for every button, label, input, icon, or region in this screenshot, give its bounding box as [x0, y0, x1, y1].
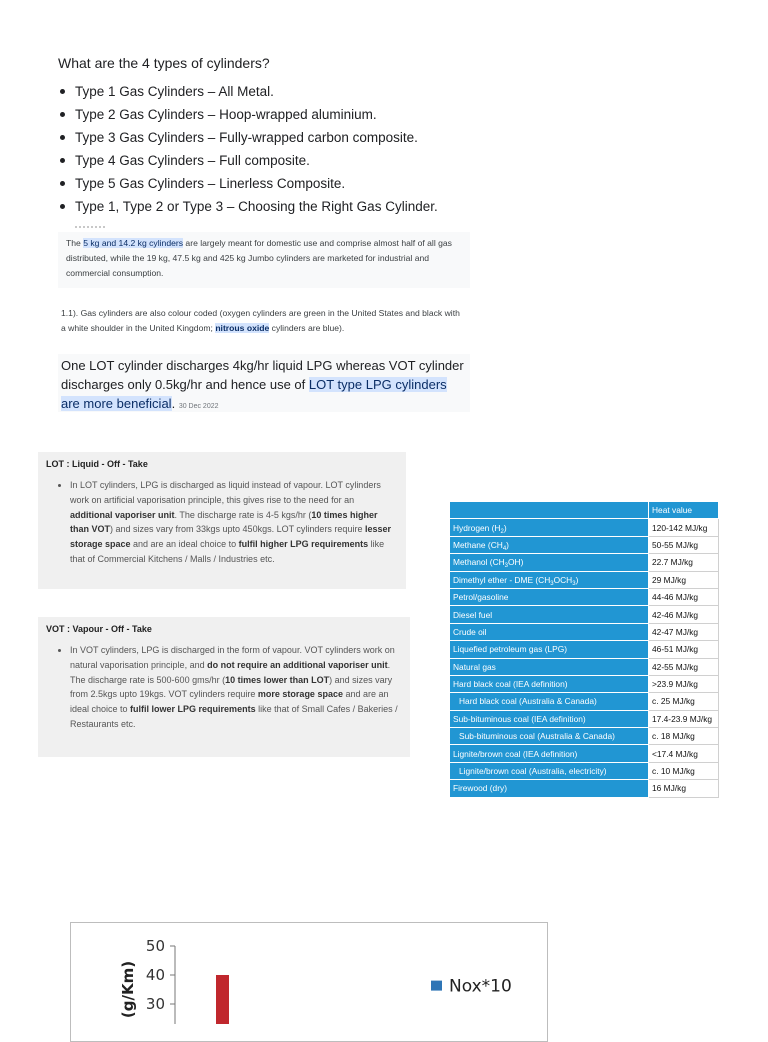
fuel-name-cell [450, 641, 649, 658]
heat-value-cell: 22.7 MJ/kg [649, 554, 719, 571]
snippet-date: 30 Dec 2022 [178, 403, 219, 410]
fuel-name-cell [450, 606, 649, 623]
vot-description: • In VOT cylinders, LPG is discharged in the form of vapour. VOT cylinders work on natural vaporisation principle, and do not require an additional vaporiser unit. The discharge rate is 500-600 gms/hr (10 times lower than LOT) and sizes vary from 2.5kgs upto 19kgs. VOT cylinders require more storage space and are an ideal choice to fulfil lower LPG requirements like that of Small Cafes / Bakeries / Restaurants etc. [70, 643, 402, 732]
list-item-text: Type 5 Gas Cylinders – Linerless Composite. [75, 176, 346, 191]
bar-nox [216, 975, 229, 1024]
heat-value-cell: 29 MJ/kg [649, 571, 719, 588]
snippet-highlight: nitrous oxide [215, 323, 270, 333]
heat-value-cell: 46-51 MJ/kg [649, 641, 719, 658]
snippet-text: are largely meant for domestic use and comprise almost half of all gas distributed, while the 19 kg, 47.5 kg and 425 kg Jumbo cylinders are marketed for industrial and commercial consumption. [66, 238, 452, 278]
table-row [450, 554, 719, 571]
table-row [450, 780, 719, 797]
lot-info-box [38, 452, 406, 589]
fuel-name: Dimethyl ether - DME (CH [453, 574, 551, 585]
fuel-name: Natural gas [453, 661, 496, 672]
snippet-highlight: 5 kg and 14.2 kg cylinders [83, 238, 184, 248]
list-item-text: Type 1 Gas Cylinders – All Metal. [75, 84, 274, 99]
nox-chart [70, 922, 548, 1024]
lot-vot-snippet [58, 354, 470, 412]
bullet-icon [60, 204, 65, 209]
legend-label: Nox*10 [449, 976, 512, 997]
snippet-text: The [66, 238, 84, 248]
fuel-name-cell [450, 588, 649, 605]
snippet-text: 1.1). Gas cylinders are also colour coded (oxygen cylinders are green in the United States and black with a white shoulder in the United Kingdom; [61, 308, 460, 333]
subscript: 3 [504, 563, 509, 570]
table-row [450, 623, 719, 640]
subscript: 4 [502, 545, 507, 552]
fuel-name-cell [450, 571, 649, 588]
fuel-name-cell [450, 554, 649, 571]
legend-swatch [431, 981, 442, 991]
heat-value-cell: c. 18 MJ/kg [649, 728, 719, 745]
fuel-name: Lignite/brown coal (Australia, electricity) [459, 766, 607, 777]
lot-bullets [46, 478, 398, 567]
colour-code-snippet [58, 304, 470, 338]
snippet-text: cylinders are blue). [269, 323, 345, 333]
fuel-name: Firewood (dry) [453, 783, 507, 794]
vot-title: VOT : Vapour - Off - Take [46, 624, 152, 634]
table-row [450, 710, 719, 727]
subscript: 3 [572, 580, 576, 587]
bullet-icon [60, 89, 65, 94]
table-row [450, 762, 719, 779]
bullet-icon [60, 135, 65, 140]
fuel-name: ) [503, 522, 507, 533]
heat-value-cell: 42-47 MJ/kg [649, 623, 719, 640]
fuel-name-cell [450, 762, 649, 779]
lot-title: LOT : Liquid - Off - Take [46, 459, 148, 469]
heat-value-cell: 44-46 MJ/kg [649, 588, 719, 605]
fuel-name: OCH [553, 574, 573, 585]
y-tick-label: 50 [145, 937, 165, 955]
heat-value-cell: 16 MJ/kg [649, 780, 719, 797]
table-row [450, 641, 719, 658]
list-item [58, 149, 478, 172]
fuel-name: Hydrogen (H [453, 522, 501, 533]
cylinder-types-list [58, 80, 478, 218]
y-tick-label: 30 [145, 995, 165, 1013]
table-row [450, 675, 719, 692]
list-item-text: Type 3 Gas Cylinders – Fully-wrapped carbon composite. [75, 130, 418, 145]
snippet-text: One LOT cylinder discharges 4kg/hr liquid LPG whereas VOT cylinder discharges only 0.5kg/hr and hence use of [61, 358, 464, 392]
table-row [450, 536, 719, 553]
list-item [58, 172, 478, 195]
snippet-highlight: LOT type LPG cylinders are more beneficial [61, 377, 447, 411]
table-row [450, 606, 719, 623]
fuel-name: Petrol/gasoline [453, 592, 509, 603]
fuel-name: Lignite/brown coal (IEA definition) [453, 748, 578, 759]
fuel-name: Sub-bituminous coal (IEA definition) [453, 713, 586, 724]
list-item [58, 103, 478, 126]
fuel-name-cell [450, 658, 649, 675]
fuel-name-cell [450, 519, 649, 536]
table-header-row [450, 502, 719, 519]
heat-value-cell: 42-46 MJ/kg [649, 606, 719, 623]
vot-bullets [46, 643, 402, 732]
bullet-icon [60, 112, 65, 117]
subscript: 3 [550, 580, 554, 587]
table-row [450, 588, 719, 605]
table-row [450, 693, 719, 710]
table-row [450, 571, 719, 588]
list-item [58, 80, 478, 103]
question-title: What are the 4 types of cylinders? [58, 55, 270, 71]
heat-value-cell: 50-55 MJ/kg [649, 536, 719, 553]
y-axis-label: (g/Km) [119, 960, 137, 1019]
fuel-name: Crude oil [453, 626, 487, 637]
bullet-icon [60, 181, 65, 186]
heat-value-cell: >23.9 MJ/kg [649, 675, 719, 692]
fuel-name-cell [450, 710, 649, 727]
heat-value-cell: c. 25 MJ/kg [649, 693, 719, 710]
table-body [450, 519, 719, 797]
fuel-name: Hard black coal (Australia & Canada) [459, 696, 597, 707]
fuel-name-cell [450, 675, 649, 692]
fuel-name-cell [450, 745, 649, 762]
lot-description: • In LOT cylinders, LPG is discharged as liquid instead of vapour. LOT cylinders work on artificial vaporisation principle, this gives rise to the need for an additional vaporiser unit. The discharge rate is 4-5 kgs/hr (10 times higher than VOT) and sizes vary from 33kgs upto 450kgs. LOT cylinders require lesser storage space and are an ideal choice to fulfil higher LPG requirements like that of Commercial Kitchens / Malls / Industries etc. [70, 478, 398, 567]
snippet-text: . [171, 396, 176, 411]
table-row [450, 728, 719, 745]
fuel-name: Sub-bituminous coal (Australia & Canada) [459, 731, 615, 742]
fuel-name-cell [450, 780, 649, 797]
fuel-name: ) [575, 574, 579, 585]
y-tick-label: 40 [145, 966, 165, 984]
subscript: 2 [500, 528, 504, 535]
cylinder-sizes-snippet [58, 232, 470, 288]
heat-value-cell: <17.4 MJ/kg [649, 745, 719, 762]
fuel-name: ) [506, 539, 509, 550]
bullet-icon [60, 158, 65, 163]
fuel-name-cell [450, 728, 649, 745]
fuel-name-cell [450, 623, 649, 640]
list-item-text: Type 1, Type 2 or Type 3 – Choosing the Right Gas Cylinder. [75, 199, 438, 214]
fuel-name: Methane (CH [453, 539, 503, 550]
fuel-name: Diesel fuel [453, 609, 493, 620]
table-header-blank [450, 502, 649, 519]
table-row [450, 519, 719, 536]
heat-value-cell: 42-55 MJ/kg [649, 658, 719, 675]
fuel-name-cell [450, 693, 649, 710]
fuel-name: Hard black coal (IEA definition) [453, 679, 568, 690]
table-row [450, 745, 719, 762]
fuel-name: Methanol (CH [453, 557, 505, 568]
heat-value-cell: c. 10 MJ/kg [649, 762, 719, 779]
fuel-name: Liquefied petroleum gas (LPG) [453, 644, 568, 655]
table-header-heat-value: Heat value [649, 502, 719, 519]
fuel-name: OH) [508, 557, 524, 568]
list-overflow-dots [75, 226, 105, 231]
fuel-name-cell [450, 536, 649, 553]
heat-value-table [449, 501, 719, 798]
heat-value-cell: 120-142 MJ/kg [649, 519, 719, 536]
list-item-text: Type 4 Gas Cylinders – Full composite. [75, 153, 310, 168]
list-item [58, 195, 478, 218]
list-item-text: Type 2 Gas Cylinders – Hoop-wrapped aluminium. [75, 107, 377, 122]
list-item [58, 126, 478, 149]
vot-info-box [38, 617, 410, 757]
heat-value-cell: 17.4-23.9 MJ/kg [649, 710, 719, 727]
table-row [450, 658, 719, 675]
